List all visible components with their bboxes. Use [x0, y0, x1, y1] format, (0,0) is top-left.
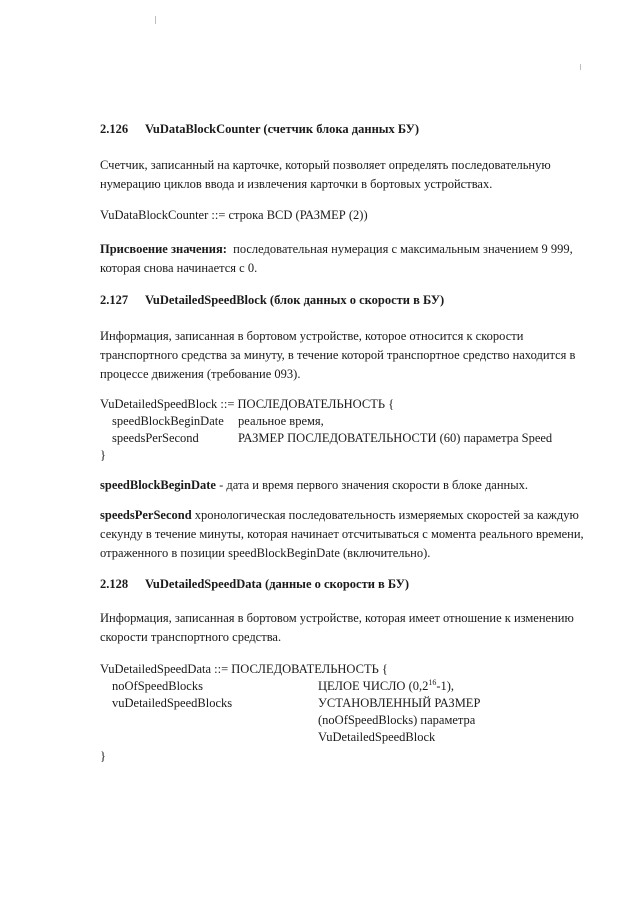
- text-line: Счетчик, записанный на карточке, который позволяет определять последовательную: [100, 158, 551, 172]
- section-title-rest: (блок данных о скорости в БУ): [269, 293, 445, 307]
- vu-detailed-speed-data-def-open: VuDetailedSpeedData ::= ПОСЛЕДОВАТЕЛЬНОСТЬ {: [100, 662, 388, 676]
- text-line: скорости транспортного средства.: [100, 630, 282, 644]
- text-line: нумерацию циклов ввода и извлечения карточки в бортовых устройствах.: [100, 177, 493, 191]
- assignment-text: последовательная нумерация с максимальным значением 9 999,: [233, 242, 573, 256]
- section-2-126-assignment: [100, 240, 590, 278]
- section-number: 2.126: [100, 122, 129, 136]
- section-2-127-heading: [100, 292, 444, 308]
- text-line: процессе движения (требование 093).: [100, 367, 301, 381]
- field-name: vuDetailedSpeedBlocks: [112, 696, 233, 710]
- field-type-text: ЦЕЛОЕ ЧИСЛО (0,2: [318, 679, 429, 693]
- field-type: (noOfSpeedBlocks) параметра: [318, 713, 476, 727]
- note-text: - дата и время первого значения скорости в блоке данных.: [219, 478, 529, 492]
- scan-mark-top: [155, 16, 156, 24]
- field-type-exponent: 16: [428, 677, 437, 687]
- vu-detailed-speed-block-def-open: VuDetailedSpeedBlock ::= ПОСЛЕДОВАТЕЛЬНОСТЬ {: [100, 397, 395, 411]
- field-type-text: -1),: [436, 679, 455, 693]
- field-type: VuDetailedSpeedBlock: [318, 730, 436, 744]
- note-term: speedBlockBeginDate: [100, 478, 216, 492]
- section-title-term: VuDetailedSpeedBlock: [145, 293, 267, 307]
- section-number: 2.128: [100, 577, 129, 591]
- section-title-rest: (данные о скорости в БУ): [265, 577, 410, 591]
- section-2-126-definition: VuDataBlockCounter ::= строка BCD (РАЗМЕР (2)): [100, 208, 368, 222]
- speed-block-begin-date-note: [100, 477, 528, 493]
- section-title-term: VuDetailedSpeedData: [145, 577, 262, 591]
- scan-mark-right: [580, 64, 581, 70]
- definition-close-brace: }: [100, 448, 106, 462]
- field-type: РАЗМЕР ПОСЛЕДОВАТЕЛЬНОСТИ (60) параметра Speed: [238, 431, 553, 445]
- text-line: отраженного в позиции speedBlockBeginDate (включительно).: [100, 546, 431, 560]
- text-line: которая снова начинается с 0.: [100, 261, 258, 275]
- field-type: УСТАНОВЛЕННЫЙ РАЗМЕР: [318, 696, 481, 710]
- text-line: транспортного средства за минуту, в течение которой транспортное средство находится в: [100, 348, 576, 362]
- text-line: [100, 240, 590, 259]
- section-2-128-description: [100, 609, 590, 647]
- definition-close-brace: }: [100, 749, 106, 763]
- note-term: speedsPerSecond: [100, 508, 192, 522]
- field-type: [318, 678, 454, 694]
- section-2-127-description: [100, 327, 590, 384]
- text-line: секунду в течение минуты, которая начинает отсчитываться с момента реального времени,: [100, 527, 584, 541]
- section-2-126-description: [100, 156, 590, 194]
- note-text: хронологическая последовательность измеряемых скоростей за каждую: [194, 508, 579, 522]
- section-title-term: VuDataBlockCounter: [145, 122, 261, 136]
- field-type: реальное время,: [238, 414, 324, 428]
- text-line: Информация, записанная в бортовом устройстве, которое относится к скорости: [100, 329, 524, 343]
- field-name: speedsPerSecond: [112, 431, 199, 445]
- assignment-label: Присвоение значения:: [100, 242, 227, 256]
- field-name: noOfSpeedBlocks: [112, 679, 203, 693]
- field-name: speedBlockBeginDate: [112, 414, 224, 428]
- text-line: [100, 506, 590, 525]
- text-line: Информация, записанная в бортовом устройстве, которая имеет отношение к изменению: [100, 611, 574, 625]
- speeds-per-second-note: [100, 506, 590, 563]
- section-title-rest: (счетчик блока данных БУ): [263, 122, 420, 136]
- section-2-126-heading: [100, 121, 419, 137]
- section-number: 2.127: [100, 293, 129, 307]
- section-2-128-heading: [100, 576, 409, 592]
